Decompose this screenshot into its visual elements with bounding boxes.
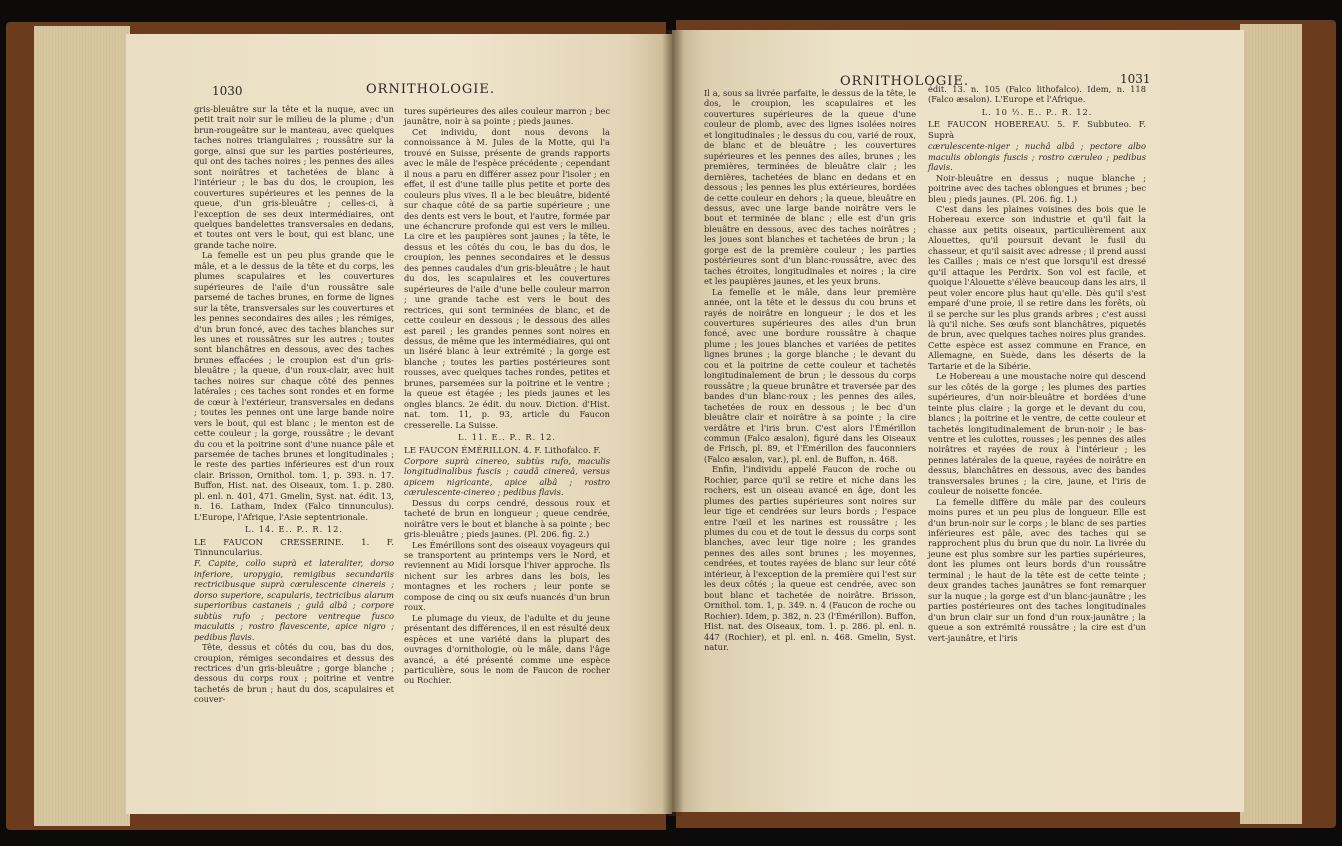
- measurement-line: L. 14. E.. P.. R. 12.: [244, 524, 344, 535]
- paragraph: édit. 13. n. 105 (Falco lithofalco). Idem, n. 118 (Falco æsalon). L'Europe et l'Afrique.: [928, 84, 1146, 105]
- paragraph: Il a, sous sa livrée parfaite, le dessus de la tête, le dos, le croupion, les scapulaires et les couvertures supérieures de la queue d'une couleur de plomb, avec des lignes isolées noires et longitudinales ; le dessus du cou, varié de roux, de blanc et de bleuâtre ; les couvertures supérieures et les pennes des ailes, brunes ; les premières, terminées de bleuâtre clair ; les dernières, tachetées de blanc en dedans et en dessous ; les pennes les plus extérieures, bordées de cette couleur en dehors ; la queue, bleuâtre en dessus, avec une large bande noirâtre vers le bout et terminée de blanc ; elle est d'un gris bleuâtre en dessous, avec des taches noirâtres ; les joues sont blanches et tachetées de brun ; la gorge est de la première couleur ; les parties postérieures sont d'un blanc-roussâtre, avec des taches étroites, longitudinales et noires ; la cire et les paupières jaunes, et les yeux bruns.: [704, 88, 916, 287]
- latin-description: Corpore suprà cinereo, subtùs rufo, maculis longitudinalibus fuscis ; caudâ cinereâ, versus apicem nigricante, apice albâ ; rostro cærulescente-cinereo ; pedibus flavis.: [404, 455, 610, 498]
- page-edges-left: [34, 26, 130, 826]
- paragraph: La femelle et le mâle, dans leur première année, ont la tête et le dessus du cou bruns et rayés de noirâtre en longueur ; le dos et les couvertures supérieures des ailes d'un brun foncé, avec une bordure roussâtre à chaque plume ; les joues blanches et variées de petites lignes brunes ; la gorge blanche ; le devant du cou et la poitrine de cette couleur et tachetés longitudinalement de brun ; le dessous du corps roussâtre ; la queue brunâtre et traversée par des bandes d'un blanc-roux ; les pennes des ailes, tachetées de roux en dessous ; le bec d'un bleuâtre clair et noirâtre à sa pointe ; la cire verdâtre et l'iris brun. C'est alors l'Émérillon commun (Falco æsalon), figuré dans les Oiseaux de Frisch, pl. 89, et l'Émérillon des fauconniers (Falco æsalon, var.), pl. enl. de Buffon, n. 468.: [704, 286, 916, 464]
- species-heading: LE FAUCON HOBEREAU. 5. F. Subbuteo. F. Suprà: [928, 120, 1146, 141]
- measurement-line: L. 10 ½. E.. P.. R. 12.: [981, 106, 1093, 117]
- paragraph: Enfin, l'individu appelé Faucon de roche ou Rochier, parce qu'il se retire et niche dans les rochers, est un oiseau avancé en âge, dont les plumes des parties supérieures sont noires sur leur tige et cendrées sur leurs bords ; l'espace entre l'œil et les narines est roussâtre ; les plumes du cou et de tout le dessus du corps sont blanches, avec leur tige noire ; les grandes pennes des ailes sont brunes ; les moyennes, cendrées, et toutes rayées de blanc sur leur côté intérieur, à l'exception de la première qui l'est sur les deux côtés ; la queue est cendrée, avec son bout blanc et tachetée de noirâtre. Brisson, Ornithol. tom. 1, p. 349. n. 4 (Faucon de roche ou Rochier). Idem, p. 382, n. 23 (l'Émérillon). Buffon, Hist. nat. des Oiseaux, tom. 1. p. 286. pl. enl. n. 447 (Rochier), et pl. enl. n. 468. Gmelin, Syst. natur.: [704, 464, 916, 653]
- right-column-1: [704, 88, 916, 652]
- paragraph: Noir-bleuâtre en dessus ; nuque blanche ; poitrine avec des taches oblongues et brunes ; bec bleu ; pieds jaunes. (Pl. 206. fig. 1.): [928, 172, 1146, 204]
- left-page: [126, 34, 672, 814]
- right-running-head: ORNITHOLOGIE.: [840, 74, 970, 89]
- page-edges-right: [1240, 24, 1302, 824]
- paragraph: gris-bleuâtre sur la tête et la nuque, avec un petit trait noir sur le milieu de la plume ; d'un brun-rougeâtre sur le manteau, avec quelques taches noires triangulaires ; roussâtre sur la gorge, ainsi que sur les parties postérieures, qui ont des taches noires ; les pennes des ailes sont noirâtres et tachetées de blanc à l'intérieur ; le bas du dos, le croupion, les couvertures supérieures et les pennes de la queue, d'un gris-bleuâtre ; celles-ci, à l'exception de ses deux intermédiaires, ont quelques bandelettes transversales en dedans, et toutes ont vers le bout, qui est blanc, une grande tache noire.: [194, 104, 394, 250]
- left-page-number: 1030: [212, 84, 243, 98]
- paragraph: Cet individu, dont nous devons la connoissance à M. Jules de la Motte, qui l'a trouvé en Suisse, présente de grands rapports avec le mâle de l'espèce précédente ; cependant il nous a paru en différer assez pour l'isoler ; en effet, il est d'une taille plus petite et porte des couleurs plus vives. Il a le bec bleuâtre, bidenté sur chaque côté de sa partie supérieure ; une des dents est vers le bout, et l'autre, formée par une échancrure profonde qui est vers le milieu. La cire et les paupières sont jaunes ; la tête, le dessus et les côtés du cou, le bas du dos, le croupion, les pennes secondaires et le dessus des pennes caudales d'un gris-bleuâtre ; le haut du dos, les scapulaires et les couvertures supérieures de l'aile d'une belle couleur marron ; une grande tache est vers le bout des rectrices, qui sont terminées de blanc, et de cette couleur en dessous ; le dessous des ailes est pareil ; les grandes pennes sont noires en dessus, de même que les intermédiaires, qui ont un liséré blanc à leur extrémité ; la gorge est blanche ; toutes les parties postérieures sont rousses, avec quelques taches rondes, petites et brunes, parsemées sur la poitrine et le ventre ; la queue est étagée ; les pieds jaunes et les ongles blancs. 2e édit. du nouv. Diction. d'Hist. nat. tom. 11, p. 93, article du Faucon cresserelle. La Suisse.: [404, 126, 610, 430]
- paragraph: La femelle diffère du mâle par des couleurs moins pures et un peu plus de longueur. Elle est d'un brun-noir sur le corps ; le blanc de ses parties inférieures est pâle, avec des taches qui se rapprochent plus du brun que du noir. La livrée du jeune est plus sombre sur les parties supérieures, dont les plumes ont leurs bords d'un roussâtre terminal ; le haut de la tête est de cette teinte ; deux grandes taches jaunâtres se font remarquer sur la nuque ; la gorge est d'un blanc-jaunâtre ; les parties postérieures ont des taches longitudinales d'un brun clair sur un fond d'un roux-jaunâtre ; la queue a son extrémité roussâtre ; la cire est d'un vert-jaunâtre, et l'iris: [928, 496, 1146, 643]
- species-heading: LE FAUCON ÉMÉRILLON. 4. F. Lithofalco. F.: [404, 445, 601, 456]
- paragraph: Les Émérillons sont des oiseaux voyageurs qui se transportent au printemps vers le Nord, et reviennent au Midi lorsque l'hiver approche. Ils nichent sur les arbres dans les bois, les montagnes et les rochers ; leur ponte se compose de cinq ou six œufs nuancés d'un brun roux.: [404, 539, 610, 613]
- right-page: [672, 30, 1244, 812]
- species-heading: LE FAUCON CRESSERINE. 1. F. Tinnuncularius.: [194, 537, 394, 559]
- paragraph: tures supérieures des ailes couleur marron ; bec jaunâtre, noir à sa pointe ; pieds jaunes.: [404, 106, 610, 127]
- left-column-2: [404, 106, 610, 686]
- left-running-head: ORNITHOLOGIE.: [366, 82, 496, 97]
- paragraph: Le plumage du vieux, de l'adulte et du jeune présentant des différences, il en est résulté deux espèces et une variété dans la plupart des ouvrages d'ornithologie, où le mâle, dans l'âge avancé, a été présenté comme une espèce particulière, sous le nom de Faucon de rocher ou Rochier.: [404, 612, 610, 686]
- book-gutter: [662, 30, 684, 816]
- measurement-line: L. 11. E.. P.. R. 12.: [457, 432, 557, 443]
- paragraph: Le Hobereau a une moustache noire qui descend sur les côtés de la gorge ; les plumes des parties supérieures, d'un noir-bleuâtre et bordées d'une teinte plus claire ; la gorge et le devant du cou, blancs ; la poitrine et le ventre, de cette couleur et tachetés longitudinalement de brun-noir ; le bas-ventre et les culottes, rousses ; les pennes des ailes noirâtres et rayées de roux à l'intérieur ; les pennes latérales de la queue, rayées de noirâtre en dessus, blanchâtres en dessous, avec des bandes transversales brunes ; la cire, jaune, et l'iris de couleur de noisette foncée.: [928, 371, 1146, 497]
- latin-description: F. Capite, collo suprà et lateraliter, dorso inferiore, uropygio, remigibus secundariis rectricibusque suprà cærulescente cinereis ; dorso superiore, scapularis, tectricibus alarum superioribus castaneis ; gulâ albâ ; corpore subtùs rufo ; pectore ventreque fusco maculatis ; rostro flavescente, apice nigro ; pedibus flavis.: [194, 558, 394, 642]
- paragraph: C'est dans les plaines voisines des bois que le Hobereau exerce son industrie et qu'il fait la chasse aux petits oiseaux, particulièrement aux Alouettes, qu'il poursuit devant le fusil du chasseur, et qu'il saisit avec adresse ; il prend aussi les Cailles ; mais ce n'est que lorsqu'il est dressé qu'il attaque les Perdrix. Son vol est facile, et quoique l'Alouette s'élève beaucoup dans les airs, il peut voler encore plus haut qu'elle. Dès qu'il s'est emparé d'une proie, il se retire dans les forêts, où il se perche sur les plus grands arbres ; c'est aussi là qu'il niche. Ses œufs sont blanchâtres, piquetés de brun, avec quelques taches noires plus grandes. Cette espèce est assez commune en France, en Allemagne, en Suède, dans les déserts de la Tartarie et de la Sibérie.: [928, 203, 1146, 371]
- paragraph: Dessus du corps cendré, dessous roux et tacheté de brun en longueur ; queue cendrée, noirâtre vers le bout et blanche à sa pointe ; bec gris-bleuâtre ; pieds jaunes. (Pl. 206. fig. 2.): [404, 497, 610, 540]
- paragraph: Tête, dessus et côtés du cou, bas du dos, croupion, rémiges secondaires et dessus des rectrices d'un gris-bleuâtre ; gorge blanche ; dessous du corps roux ; poitrine et ventre tachetés de brun ; haut du dos, scapulaires et couver-: [194, 642, 394, 705]
- right-column-2: [928, 84, 1146, 643]
- latin-description: cærulescente-niger ; nuchâ albâ ; pectore albo maculis oblongis fuscis ; rostro cæruleo ; pedibus flavis.: [928, 141, 1146, 173]
- right-page-number: 1031: [1120, 72, 1151, 86]
- paragraph: La femelle est un peu plus grande que le mâle, et a le dessus de la tête et du corps, les plumes scapulaires et les couvertures supérieures de l'aile d'un roussâtre sale parsemé de taches brunes, en forme de lignes sur la tête, transversales sur les couvertures et les pennes secondaires des ailes ; les rémiges, d'un brun foncé, avec des taches blanches sur les unes et roussâtres sur les autres ; toutes sont blanchâtres en dessous, avec des taches brunes effacées ; le croupion est d'un gris-bleuâtre ; la queue, d'un roux-clair, avec huit taches noires sur chaque côté des pennes latérales ; ces taches sont rondes et en forme de cœur à l'extérieur, transversales en dedans ; toutes les pennes ont une large bande noire vers le bout, qui est blanc ; le menton est de cette couleur ; la gorge, roussâtre ; le devant du cou et la poitrine sont d'une nuance pâle et parsemée de taches brunes et longitudinales ; le reste des parties inférieures est d'un roux clair. Brisson, Ornithol. tom. 1, p. 393. n. 17. Buffon, Hist. nat. des Oiseaux, tom. 1. p. 280. pl. enl. n. 401, 471. Gmelin, Syst. nat. édit. 13, n. 16. Latham, Index (Falco tinnunculus). L'Europe, l'Afrique, l'Asie septentrionale.: [194, 250, 394, 522]
- left-column-1: [194, 104, 394, 705]
